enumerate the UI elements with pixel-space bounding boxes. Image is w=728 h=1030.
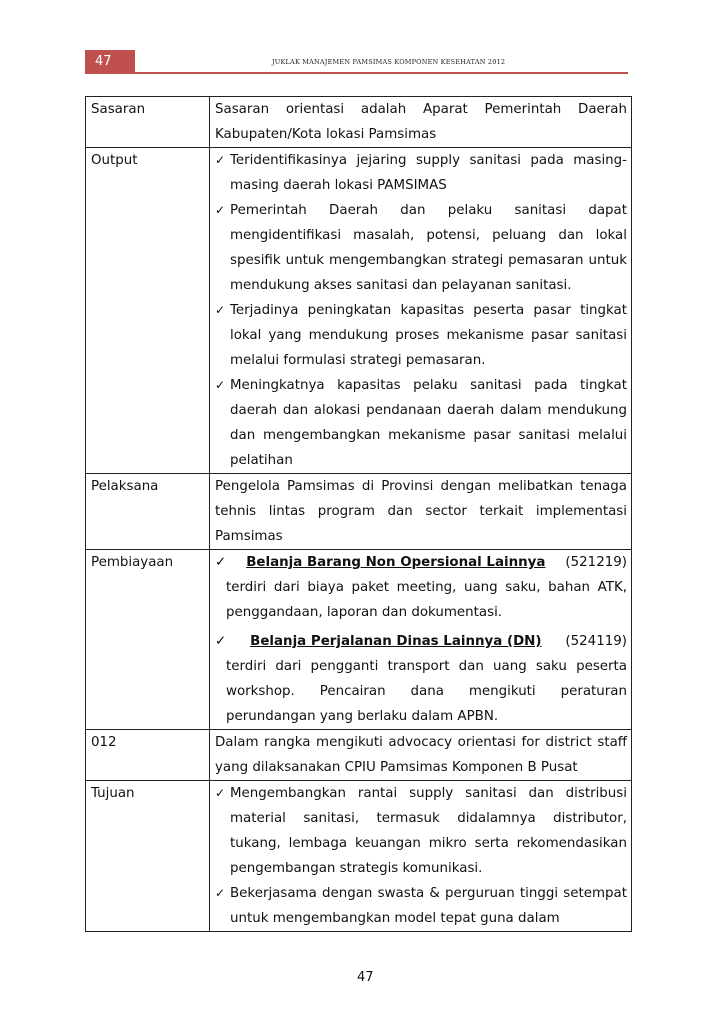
table-row: [86, 148, 632, 474]
list-item: ✓ Mengembangkan rantai supply sanitasi dan distribusi material sanitasi, termasuk didalamnya distributor, tukang, lembaga keuangan mikro serta rekomendasikan pengembangan strategis komunikasi.: [215, 781, 627, 881]
funding-code: (524119): [565, 634, 627, 649]
row-content: Pengelola Pamsimas di Provinsi dengan melibatkan tenaga tehnis lintas program dan sector terkait implementasi Pamsimas: [210, 474, 632, 550]
check-icon: ✓: [215, 153, 226, 167]
row-label: Pelaksana: [86, 474, 210, 550]
table-row: [86, 97, 632, 148]
table-row: [86, 550, 632, 730]
row-content: [210, 148, 632, 474]
list-item: ✓ Bekerjasama dengan swasta & perguruan tinggi setempat untuk mengembangkan model tepat guna dalam: [215, 881, 627, 931]
row-label: Pembiayaan: [86, 550, 210, 730]
check-icon: ✓: [215, 886, 226, 900]
check-icon: ✓: [215, 303, 226, 317]
activity-table: [85, 96, 632, 932]
funding-title: Belanja Perjalanan Dinas Lainnya (DN): [250, 634, 542, 649]
list-item: ✓ Pemerintah Daerah dan pelaku sanitasi dapat mengidentifikasi masalah, potensi, peluang dan lokal spesifik untuk mengembangkan strategi pemasaran untuk mendukung akses sanitasi dan pelayanan sanitasi.: [215, 198, 627, 298]
table-row: [86, 474, 632, 550]
row-label: Tujuan: [86, 781, 210, 932]
list-item: ✓ Terjadinya peningkatan kapasitas peserta pasar tingkat lokal yang mendukung proses mekanisme pasar sanitasi melalui formulasi strategi pemasaran.: [215, 298, 627, 373]
row-label: 012: [86, 730, 210, 781]
funding-desc: terdiri dari biaya paket meeting, uang saku, bahan ATK, penggandaan, laporan dan dokumentasi.: [226, 580, 627, 620]
funding-item: [215, 550, 627, 625]
check-icon: ✓: [215, 786, 226, 800]
header-rule: [135, 72, 628, 74]
list-item: ✓ Teridentifikasinya jejaring supply sanitasi pada masing-masing daerah lokasi PAMSIMAS: [215, 148, 627, 198]
list-item: ✓ Meningkatnya kapasitas pelaku sanitasi pada tingkat daerah dan alokasi pendanaan daerah dalam mendukung dan mengembangkan mekanisme pasar sanitasi melalui pelatihan: [215, 373, 627, 473]
header-page-number: 47: [85, 50, 135, 74]
header-title: JUKLAK MANAJEMEN PAMSIMAS KOMPONEN KESEHATAN 2012: [272, 58, 506, 66]
row-content: [210, 550, 632, 730]
table-row: [86, 730, 632, 781]
funding-title: Belanja Barang Non Opersional Lainnya: [246, 555, 546, 570]
table-row: [86, 781, 632, 932]
row-label: Output: [86, 148, 210, 474]
row-content: [210, 781, 632, 932]
check-icon: ✓: [215, 378, 226, 392]
row-content: Dalam rangka mengikuti advocacy orientasi for district staff yang dilaksanakan CPIU Pamsimas Komponen B Pusat: [210, 730, 632, 781]
funding-code: (521219): [565, 555, 627, 570]
row-content: Sasaran orientasi adalah Aparat Pemerintah Daerah Kabupaten/Kota lokasi Pamsimas: [210, 97, 632, 148]
funding-item: [215, 629, 627, 729]
footer-page-number: 47: [357, 970, 374, 985]
funding-desc: terdiri dari pengganti transport dan uang saku peserta workshop. Pencairan dana mengikuti peraturan perundangan yang berlaku dalam APBN.: [226, 659, 627, 724]
check-icon: ✓: [215, 203, 226, 217]
check-icon: ✓: [215, 634, 227, 649]
check-icon: ✓: [215, 555, 227, 570]
row-label: Sasaran: [86, 97, 210, 148]
